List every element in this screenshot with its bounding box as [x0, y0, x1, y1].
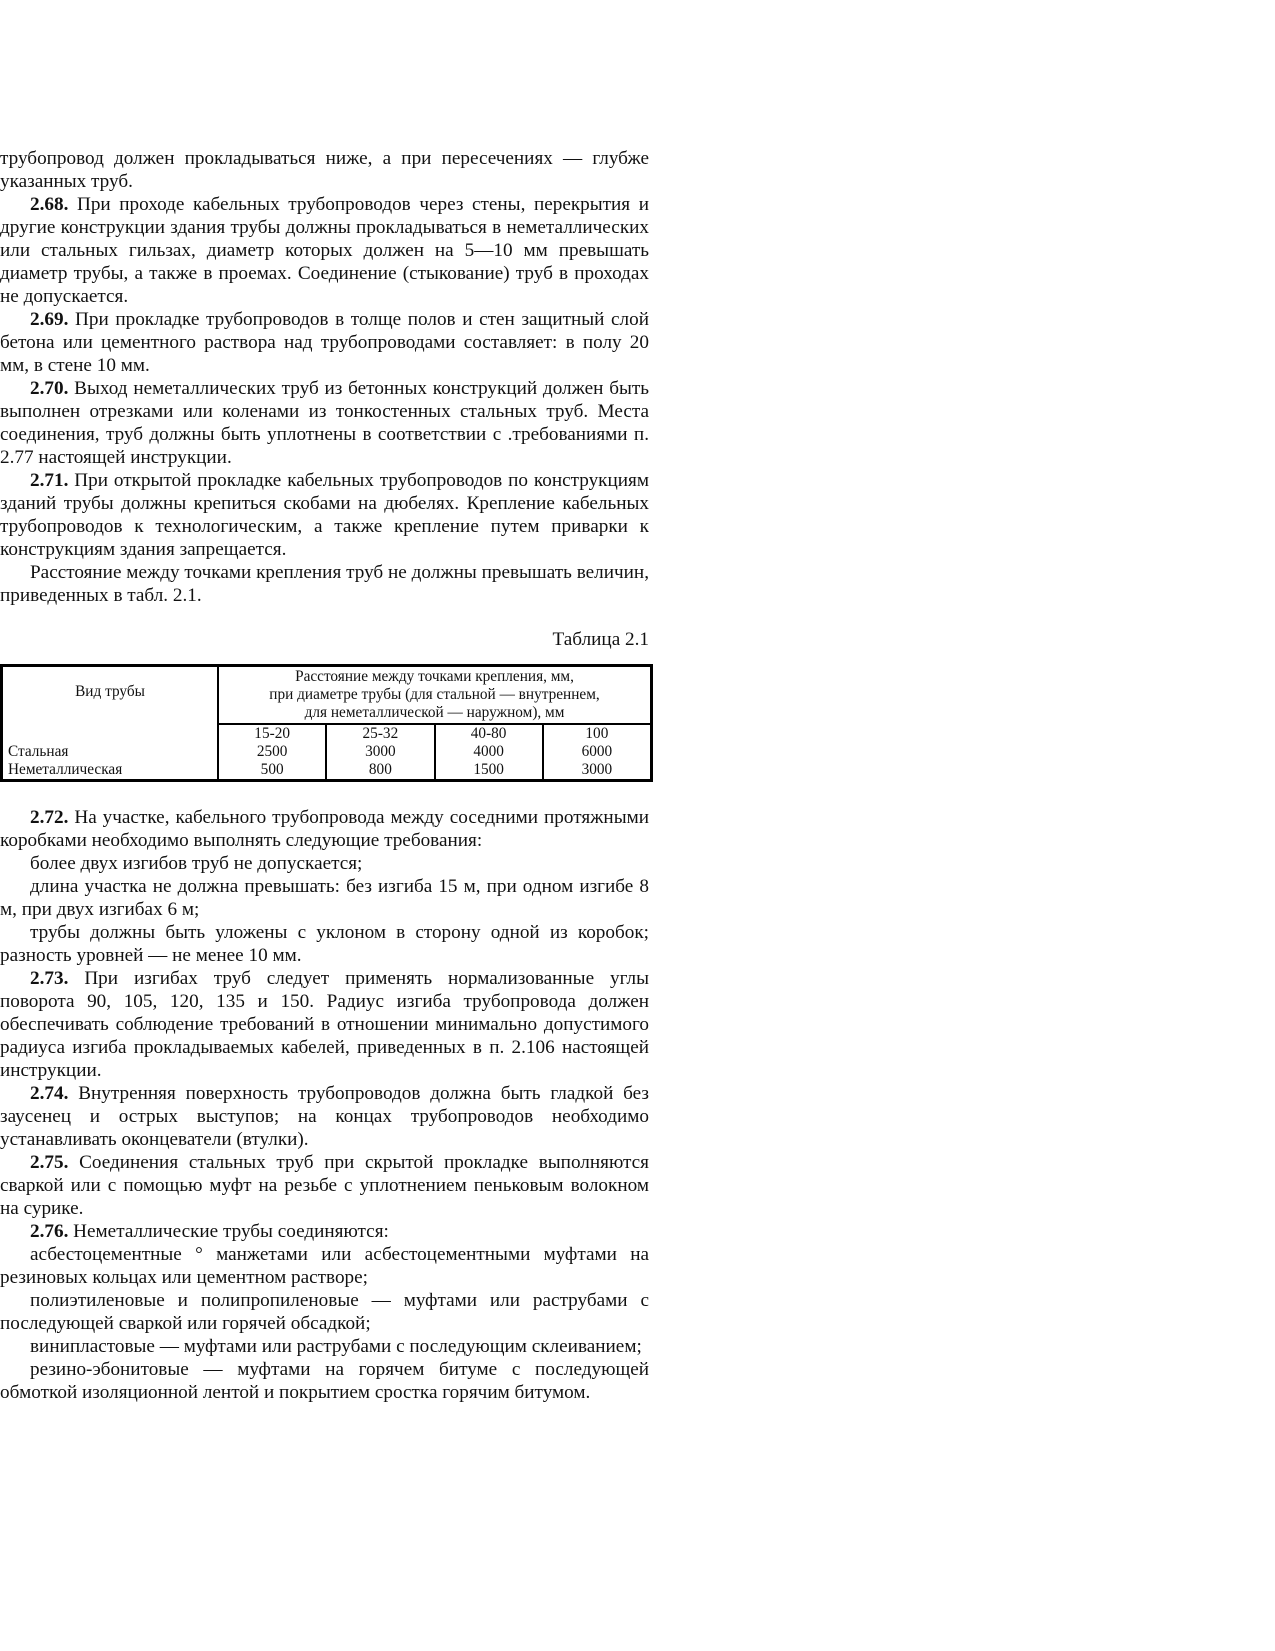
paragraph-text: При проходе кабельных трубопроводов через стены, перекрытия и другие конструкции здания трубы должны прокладываться в неметаллических или стальных гильзах, диаметр которых должен на 5—10 мм превышать диаметр трубы, а также в проемах. Соединение (стыкование) труб в проходах не допускается. — [0, 194, 649, 307]
table-cell: 4000 — [435, 743, 543, 761]
paragraph-text: более двух изгибов труб не допускается; — [30, 853, 363, 874]
paragraph-text: Соединения стальных труб при скрытой прокладке выполняются сваркой или с помощью муфт на резьбе с уплотнением пеньковым волокном на сурике. — [0, 1152, 649, 1219]
table-cell: 6000 — [581, 743, 613, 760]
paragraph-text: асбестоцементные ° манжетами или асбестоцементными муфтами на резиновых кольцах или цементном растворе; — [0, 1244, 649, 1288]
paragraph — [0, 147, 649, 193]
table-cell: 3000 — [326, 743, 434, 761]
paragraph — [0, 308, 649, 377]
paragraph-text: При изгибах труб следует применять нормализованные углы поворота 90, 105, 120, 135 и 150. Радиус изгиба трубопровода должен обеспечивать соблюдение требований в отношении минимально допустимого радиуса изгиба прокладываемых кабелей, приведенных в п. 2.106 настоящей инструкции. — [0, 968, 649, 1081]
paragraph — [0, 1082, 649, 1151]
paragraph — [0, 1335, 649, 1358]
paragraph-text: На участке, кабельного трубопровода между соседними протяжными коробками необходимо выполнять следующие требования: — [0, 807, 649, 851]
paragraph-text: длина участка не должна превышать: без изгиба 15 м, при одном изгибе 8 м, при двух изгибах 6 м; — [0, 876, 649, 920]
table-caption: Таблица 2.1 — [552, 629, 649, 650]
diameter-header: 25-32 — [326, 724, 434, 743]
col-header-distance-line1: Расстояние между точками крепления, мм, — [295, 668, 574, 685]
table-row — [2, 761, 652, 781]
clause-number: 2.71. — [30, 470, 69, 491]
paragraph-text: Внутренняя поверхность трубопроводов должна быть гладкой без заусенец и острых выступов; на концах трубопроводов необходимо устанавливать оконцеватели (втулки). — [0, 1083, 649, 1150]
paragraphs-after-table — [0, 806, 649, 1404]
paragraph — [0, 852, 649, 875]
col-header-pipe-type: Вид трубы — [2, 666, 219, 744]
paragraph — [0, 1151, 649, 1220]
table-cell: 3000 — [581, 761, 613, 778]
clause-number: 2.70. — [30, 378, 69, 399]
paragraph-text: трубы должны быть уложены с уклоном в сторону одной из коробок; разность уровней — не менее 10 мм. — [0, 922, 649, 966]
clause-number: 2.75. — [30, 1152, 69, 1173]
table-cell: 1500 — [435, 761, 543, 781]
clause-number: 2.72. — [30, 807, 69, 828]
clause-number: 2.68. — [30, 194, 69, 215]
col-header-distance-line2: при диаметре трубы (для стальной — внутреннем, — [269, 686, 600, 703]
paragraph-text: Расстояние между точками крепления труб не должны превышать величин, приведенных в табл. 2.1. — [0, 562, 649, 606]
paragraph — [0, 875, 649, 921]
paragraph — [0, 921, 649, 967]
clause-number: 2.76. — [30, 1221, 69, 1242]
paragraph — [0, 561, 649, 607]
paragraph — [0, 806, 649, 852]
paragraph-text: Выход неметаллических труб из бетонных конструкций должен быть выполнен отрезками или коленами из тонкостенных стальных труб. Места соединения, труб должны быть уплотнены в соответствии с .требованиями п. 2.77 настоящей инструкции. — [0, 378, 649, 468]
paragraph-text: При открытой прокладке кабельных трубопроводов по конструкциям зданий трубы должны крепиться скобами на дюбелях. Крепление кабельных трубопроводов к технологическим, а также крепление путем приварки к конструкциям здания запрещается. — [0, 470, 649, 560]
paragraph — [0, 1220, 649, 1243]
col-header-distance-line3: для неметаллической — наружном), мм — [304, 704, 565, 721]
row-label: Стальная — [2, 743, 219, 761]
table-cell: 500 — [218, 761, 326, 781]
paragraph-text: трубопровод должен прокладываться ниже, а при пересечениях — глубже указанных труб. — [0, 148, 649, 192]
diameter-header: 100 — [585, 725, 609, 742]
clause-number: 2.73. — [30, 968, 69, 989]
table-row — [2, 743, 652, 761]
paragraph-text: Неметаллические трубы соединяются: — [68, 1221, 389, 1242]
table-2-1 — [0, 664, 653, 782]
paragraph — [0, 967, 649, 1082]
paragraph — [0, 469, 649, 561]
table-cell: 2500 — [218, 743, 326, 761]
diameter-header: 15-20 — [218, 724, 326, 743]
paragraph-text: винипластовые — муфтами или раструбами с последующим склеиванием; — [30, 1336, 642, 1357]
paragraph — [0, 1358, 649, 1404]
table-cell: 800 — [326, 761, 434, 781]
paragraph-text: полиэтиленовые и полипропиленовые — муфтами или раструбами с последующей сваркой или горячей обсадкой; — [0, 1290, 649, 1334]
col-header-distance — [218, 666, 651, 725]
paragraph — [0, 377, 649, 469]
paragraph — [0, 1289, 649, 1335]
paragraph — [0, 1243, 649, 1289]
row-label: Неметаллическая — [2, 761, 219, 781]
clause-number: 2.69. — [30, 309, 69, 330]
paragraph — [0, 193, 649, 308]
clause-number: 2.74. — [30, 1083, 69, 1104]
paragraph-text: При прокладке трубопроводов в толще полов и стен защитный слой бетона или цементного раствора над трубопроводами составляет: в полу 20 мм, в стене 10 мм. — [0, 309, 649, 376]
document-page — [0, 147, 649, 1404]
diameter-header: 40-80 — [435, 724, 543, 743]
paragraph-text: резино-эбонитовые — муфтами на горячем битуме с последующей обмоткой изоляционной лентой и покрытием сростка горячим битумом. — [0, 1359, 649, 1403]
paragraphs-before-table — [0, 147, 649, 607]
